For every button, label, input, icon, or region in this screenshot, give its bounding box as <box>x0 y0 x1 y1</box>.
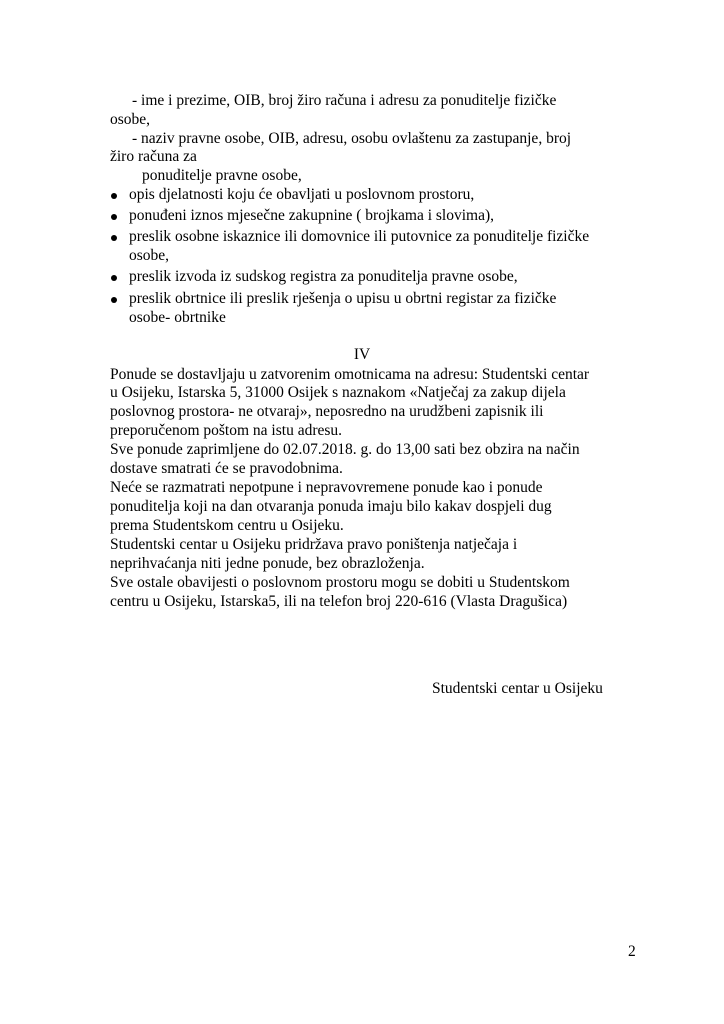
list-item-natural-person-line2: osobe, <box>110 111 151 128</box>
paragraph-line: poslovnog prostora- ne otvaraj», neposredno na urudžbeni zapisnik ili <box>110 403 544 420</box>
list-item-activity: opis djelatnosti koju će obavljati u poslovnom prostoru, <box>129 186 475 203</box>
paragraph-line: Ponude se dostavljaju u zatvorenim omotnicama na adresu: Studentski centar <box>110 366 590 383</box>
paragraph-line: dostave smatrati će se pravodobnima. <box>110 460 343 477</box>
bullet-icon <box>111 275 117 281</box>
list-item-rent-amount: ponuđeni iznos mjesečne zakupnine ( brojkama i slovima), <box>129 207 495 224</box>
list-item-trade-license-line2: osobe- obrtnike <box>129 309 226 326</box>
paragraph-line: Studentski centar u Osijeku pridržava pravo poništenja natječaja i <box>110 536 518 553</box>
paragraph-line: Sve ostale obavijesti o poslovnom prostoru mogu se dobiti u Studentskom <box>110 574 570 591</box>
list-item-id-copy-line1: preslik osobne iskaznice ili domovnice ili putovnice za ponuditelje fizičke <box>129 228 590 245</box>
list-item-legal-person-line2: žiro računa za <box>110 148 197 165</box>
paragraph-line: prema Studentskom centru u Osijeku. <box>110 517 344 534</box>
bullet-icon <box>111 214 117 220</box>
list-item-id-copy-line2: osobe, <box>129 247 170 264</box>
paragraph-line: centru u Osijeku, Istarska5, ili na telefon broj 220-616 (Vlasta Dragušica) <box>110 593 568 610</box>
bullet-icon <box>111 193 117 199</box>
paragraph-line: Sve ponude zaprimljene do 02.07.2018. g. do 13,00 sati bez obzira na način <box>110 441 580 458</box>
list-item-court-register: preslik izvoda iz sudskog registra za ponuditelja pravne osobe, <box>129 268 518 285</box>
signature: Studentski centar u Osijeku <box>432 680 603 697</box>
paragraph-line: preporučenom poštom na istu adresu. <box>110 422 343 439</box>
list-item-legal-person-line3: ponuditelje pravne osobe, <box>142 167 302 184</box>
list-item-legal-person-line1: - naziv pravne osobe, OIB, adresu, osobu ovlaštenu za zastupanje, broj <box>132 130 572 147</box>
list-item-trade-license-line1: preslik obrtnice ili preslik rješenja o upisu u obrtni registar za fizičke <box>129 290 557 307</box>
paragraph-line: ponuditelja koji na dan otvaranja ponuda imaju bilo kakav dospjeli dug <box>110 498 552 515</box>
list-item-natural-person-line1: - ime i prezime, OIB, broj žiro računa i adresu za ponuditelje fizičke <box>132 92 557 109</box>
section-heading: IV <box>353 346 371 363</box>
bullet-icon <box>111 235 117 241</box>
bullet-icon <box>111 297 117 303</box>
paragraph-line: u Osijeku, Istarska 5, 31000 Osijek s naznakom «Natječaj za zakup dijela <box>110 384 566 401</box>
paragraph-line: neprihvaćanja niti jedne ponude, bez obrazloženja. <box>110 555 425 572</box>
page-number: 2 <box>628 943 636 960</box>
paragraph-line: Neće se razmatrati nepotpune i nepravovremene ponude kao i ponude <box>110 479 543 496</box>
